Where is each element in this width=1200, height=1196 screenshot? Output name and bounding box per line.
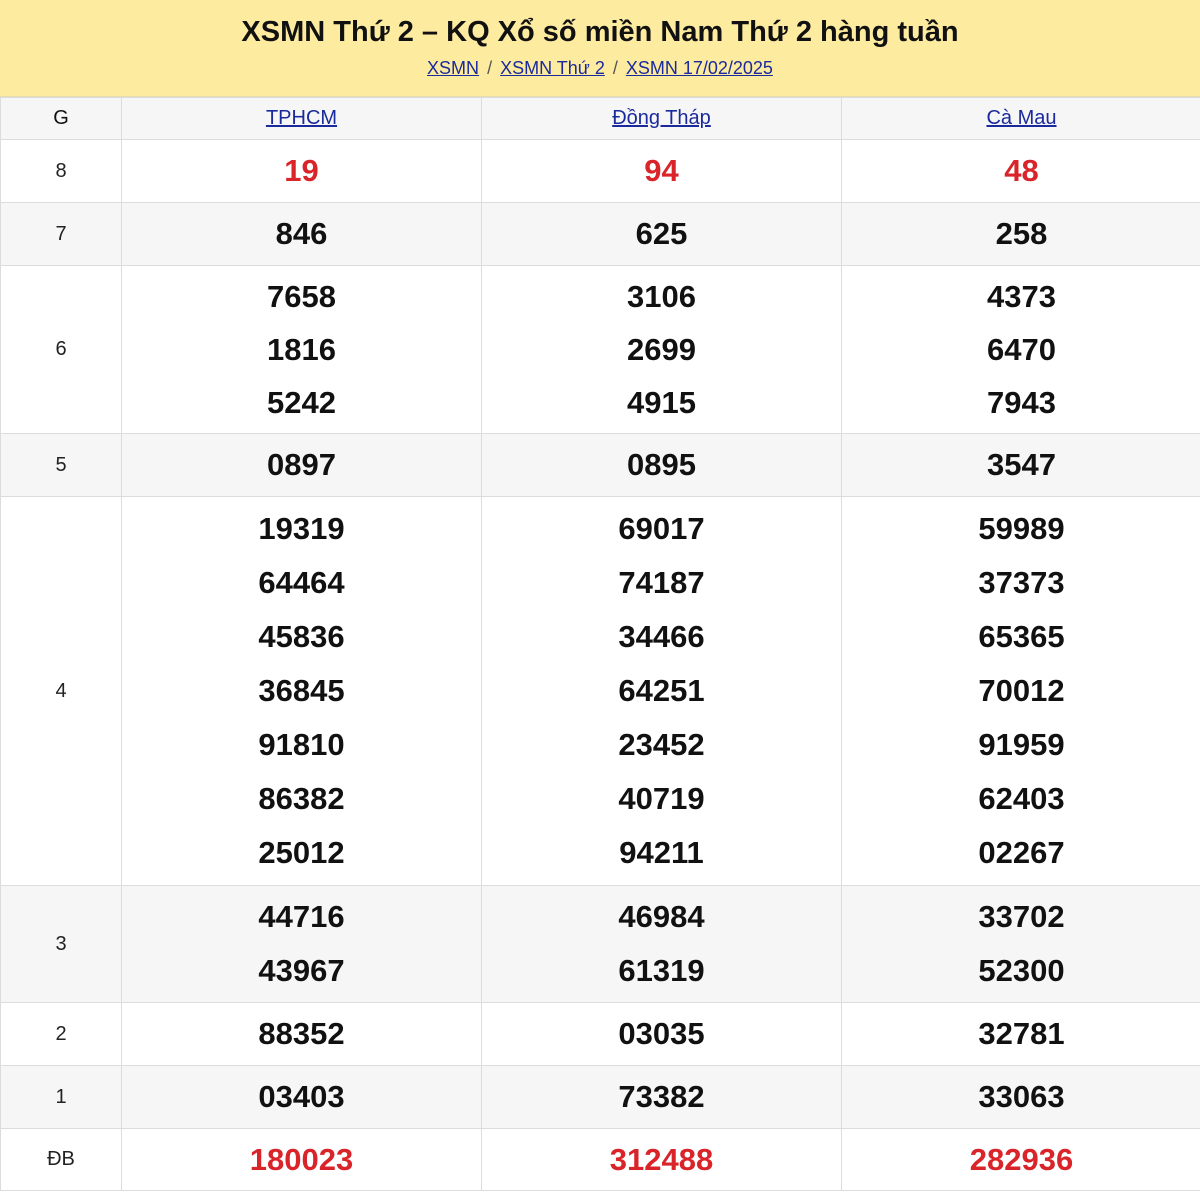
prize-cell [482, 1003, 842, 1066]
prize-table-body [1, 140, 1200, 1191]
winning-number: 88352 [258, 1016, 345, 1051]
winning-number: 44716 [258, 899, 345, 934]
winning-number: 91959 [978, 727, 1065, 762]
winning-number: 45836 [258, 619, 345, 654]
prize-label: 6 [1, 266, 122, 434]
winning-number: 0897 [267, 447, 336, 482]
province-link-ca-mau[interactable]: Cà Mau [986, 107, 1057, 129]
prize-row [1, 886, 1200, 1003]
prize-cell [122, 140, 482, 203]
prize-cell [842, 1129, 1200, 1191]
prize-label: 4 [1, 497, 122, 886]
winning-number: 52300 [978, 953, 1065, 988]
winning-number: 74187 [618, 565, 705, 600]
winning-number: 46984 [618, 899, 705, 934]
winning-number: 282936 [969, 1141, 1074, 1177]
province-link-dong-thap[interactable]: Đồng Tháp [612, 107, 711, 129]
winning-number: 846 [275, 216, 328, 251]
prize-row [1, 434, 1200, 497]
province-header-ca-mau [842, 98, 1200, 140]
prize-cell [482, 266, 842, 434]
prize-cell [842, 1066, 1200, 1129]
prize-row [1, 1129, 1200, 1191]
prize-cell [842, 1003, 1200, 1066]
prize-row [1, 266, 1200, 434]
prize-cell [482, 203, 842, 266]
prize-cell [842, 434, 1200, 497]
prize-cell [482, 497, 842, 886]
prize-cell [122, 1003, 482, 1066]
prize-cell [482, 434, 842, 497]
winning-number: 43967 [258, 953, 345, 988]
winning-number: 6470 [987, 332, 1056, 367]
prize-label: 1 [1, 1066, 122, 1129]
prize-cell [122, 266, 482, 434]
winning-number: 69017 [618, 511, 705, 546]
winning-number: 59989 [978, 511, 1065, 546]
prize-cell [482, 886, 842, 1003]
prize-cell [842, 886, 1200, 1003]
prize-row [1, 140, 1200, 203]
winning-number: 312488 [609, 1141, 714, 1177]
winning-number: 34466 [618, 619, 705, 654]
winning-number: 03035 [618, 1016, 705, 1051]
winning-number: 65365 [978, 619, 1065, 654]
winning-number: 61319 [618, 953, 705, 988]
province-link-tphcm[interactable]: TPHCM [265, 107, 338, 129]
winning-number: 33063 [978, 1079, 1065, 1114]
page-title: XSMN Thứ 2 – KQ Xổ số miền Nam Thứ 2 hàng tuần [241, 16, 959, 48]
prize-cell [122, 497, 482, 886]
prize-cell [122, 1066, 482, 1129]
winning-number: 3547 [987, 447, 1056, 482]
prize-cell [482, 140, 842, 203]
prize-cell [842, 140, 1200, 203]
prize-label: 2 [1, 1003, 122, 1066]
winning-number: 1816 [267, 332, 336, 367]
winning-number: 62403 [978, 781, 1065, 816]
winning-number: 73382 [618, 1079, 705, 1114]
winning-number: 64251 [618, 673, 705, 708]
winning-number: 32781 [978, 1016, 1065, 1051]
breadcrumb-link-xsmn-thu-2[interactable]: XSMN Thứ 2 [500, 58, 605, 78]
prize-row [1, 1003, 1200, 1066]
table-header-row [1, 98, 1200, 140]
prize-cell [122, 434, 482, 497]
winning-number: 0895 [627, 447, 696, 482]
prize-cell [482, 1066, 842, 1129]
winning-number: 625 [635, 216, 688, 251]
prize-column-header: G [1, 98, 122, 140]
winning-number: 33702 [978, 899, 1065, 934]
winning-number: 258 [995, 216, 1048, 251]
winning-number: 4915 [627, 385, 696, 420]
prize-cell [842, 203, 1200, 266]
page-header [0, 0, 1200, 97]
winning-number: 36845 [258, 673, 345, 708]
winning-number: 180023 [249, 1141, 354, 1177]
winning-number: 70012 [978, 673, 1065, 708]
winning-number: 25012 [258, 835, 345, 870]
winning-number: 02267 [978, 835, 1065, 870]
winning-number: 37373 [978, 565, 1065, 600]
breadcrumb-separator: / [487, 58, 493, 78]
prize-cell [122, 886, 482, 1003]
winning-number: 94211 [619, 835, 704, 870]
province-header-dong-thap [482, 98, 842, 140]
prize-cell [842, 266, 1200, 434]
winning-number: 23452 [618, 727, 705, 762]
prize-label: ĐB [1, 1129, 122, 1191]
breadcrumb [0, 57, 1200, 79]
winning-number: 4373 [987, 279, 1056, 314]
results-table [0, 97, 1200, 1191]
winning-number: 7943 [987, 385, 1056, 420]
prize-label: 3 [1, 886, 122, 1003]
prize-cell [842, 497, 1200, 886]
winning-number: 40719 [618, 781, 705, 816]
winning-number: 7658 [267, 279, 336, 314]
prize-cell [122, 203, 482, 266]
winning-number: 64464 [258, 565, 345, 600]
winning-number: 19319 [258, 511, 345, 546]
prize-label: 8 [1, 140, 122, 203]
winning-number: 48 [1004, 153, 1039, 188]
winning-number: 5242 [267, 385, 336, 420]
prize-label: 5 [1, 434, 122, 497]
prize-row [1, 1066, 1200, 1129]
winning-number: 94 [644, 153, 679, 188]
winning-number: 19 [284, 153, 319, 188]
province-header-tphcm [122, 98, 482, 140]
prize-label: 7 [1, 203, 122, 266]
breadcrumb-link-xsmn[interactable]: XSMN [427, 58, 480, 78]
breadcrumb-separator: / [612, 58, 618, 78]
winning-number: 91810 [258, 727, 345, 762]
winning-number: 3106 [627, 279, 696, 314]
winning-number: 2699 [627, 332, 696, 367]
prize-cell [482, 1129, 842, 1191]
prize-cell [122, 1129, 482, 1191]
winning-number: 86382 [258, 781, 345, 816]
prize-row [1, 497, 1200, 886]
breadcrumb-link-xsmn-date[interactable]: XSMN 17/02/2025 [625, 58, 773, 78]
prize-row [1, 203, 1200, 266]
winning-number: 03403 [258, 1079, 345, 1114]
